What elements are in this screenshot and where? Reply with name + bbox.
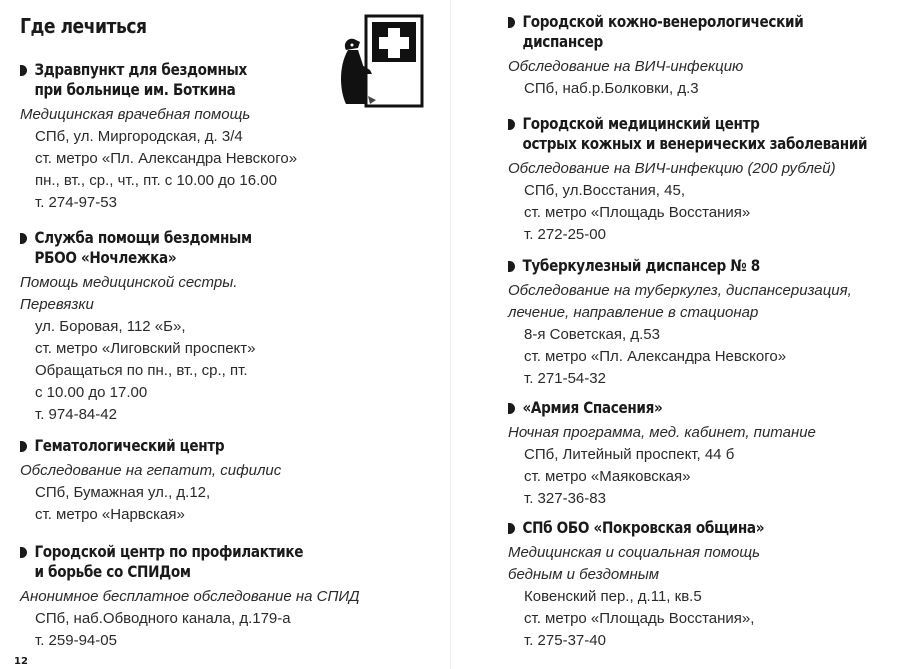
entry-heading: Гематологический центр	[0, 436, 445, 456]
entry-skin-venereal-dispensary: Городской кожно-венерологический диспансер Обследование на ВИЧ-инфекцию СПб, наб.р.Болковки, д.3	[458, 12, 900, 100]
entry-heading: Туберкулезный диспансер № 8	[458, 256, 900, 276]
entry-nochlezhka: Служба помощи бездомным РБОО «Ночлежка» Помощь медицинской сестры. Перевязки ул. Боровая, 112 «Б», ст. метро «Лиговский проспект» Обращаться по пн., вт., ср., пт. с 10.00 до 17.00 т. 974-84-42	[0, 228, 445, 426]
entry-aids-center: Городской центр по профилактике и борьбе со СПИДом Анонимное бесплатное обследование на СПИД СПб, наб.Обводного канала, д.179-а т. 259-94-05	[0, 542, 445, 652]
entry-salvation-army: «Армия Спасения» Ночная программа, мед. кабинет, питание СПб, Литейный проспект, 44 б ст. метро «Маяковская» т. 327-36-83	[458, 398, 900, 510]
entry-tb-dispensary: Туберкулезный диспансер № 8 Обследование на туберкулез, диспансеризация, лечение, направление в стационар 8-я Советская, д.53 ст. метро «Пл. Александра Невского» т. 271-54-32	[458, 256, 900, 390]
entry-botkin: Здравпункт для бездомных при больнице им. Боткина Медицинская врачебная помощь СПб, ул. Миргородская, д. 3/4 ст. метро «Пл. Александра Невского» пн., вт., ср., чт., пт. с 10.00 до 16.00 т. 274-97-53	[0, 60, 445, 214]
entry-heading: Городской центр по профилактике и борьбе со СПИДом	[0, 542, 445, 582]
entry-heading: Служба помощи бездомным РБОО «Ночлежка»	[0, 228, 445, 268]
entry-heading: Городской медицинский центр острых кожных и венерических заболеваний	[458, 114, 900, 154]
page-title: Где лечиться	[20, 14, 147, 38]
entry-pokrovskaya: СПб ОБО «Покровская община» Медицинская и социальная помощь бедным и бездомным Ковенский пер., д.11, кв.5 ст. метро «Площадь Восстания», т. 275-37-40	[458, 518, 900, 652]
entry-medical-center: Городской медицинский центр острых кожных и венерических заболеваний Обследование на ВИЧ-инфекцию (200 рублей) СПб, ул.Восстания, 45, ст. метро «Площадь Восстания» т. 272-25-00	[458, 114, 900, 246]
entry-heading: СПб ОБО «Покровская община»	[458, 518, 900, 538]
entry-heading: Здравпункт для бездомных при больнице им. Боткина	[0, 60, 445, 100]
book-spine	[450, 0, 451, 669]
entry-hematology: Гематологический центр Обследование на гепатит, сифилис СПб, Бумажная ул., д.12, ст. метро «Нарвская»	[0, 436, 445, 526]
left-page	[0, 0, 445, 669]
page-number: 12	[14, 656, 28, 667]
entry-heading: Городской кожно-венерологический диспансер	[458, 12, 900, 52]
right-page	[458, 0, 900, 669]
entry-heading: «Армия Спасения»	[458, 398, 900, 418]
